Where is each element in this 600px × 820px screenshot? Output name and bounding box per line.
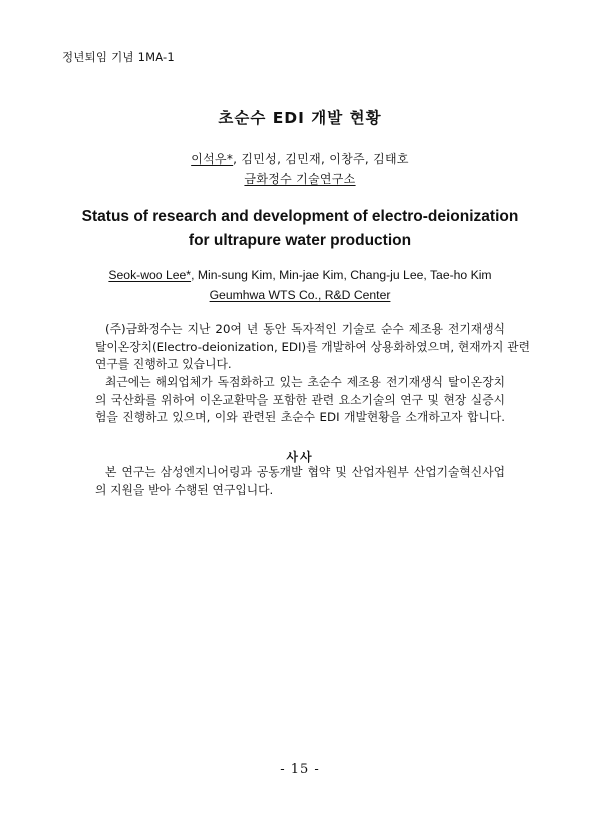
korean-lead-author: 이석우*	[191, 152, 234, 166]
english-authors	[0, 268, 600, 282]
paragraph-line: 험을 진행하고 있으며, 이와 관련된 초순수 EDI 개발현황을 소개하고자 합니다.	[95, 410, 505, 424]
korean-affiliation	[0, 170, 600, 187]
english-title-line-2: for ultrapure water production	[188, 232, 412, 249]
paragraph-line: 최근에는 해외업체가 독점화하고 있는 초순수 제조용 전기재생식 탈이온장치	[105, 375, 505, 389]
abstract-paragraph-2	[95, 374, 505, 427]
paragraph-line: 의 지원을 받아 수행된 연구입니다.	[95, 482, 274, 497]
paragraph-line: 본 연구는 삼성엔지니어링과 공동개발 협약 및 산업자원부 산업기술혁신사업	[105, 465, 505, 479]
english-coauthors: , Min-sung Kim, Min-jae Kim, Chang-ju Lee, Tae-ho Kim	[191, 268, 492, 282]
english-title	[0, 205, 600, 253]
paragraph-line: 연구를 진행하고 있습니다.	[95, 357, 232, 371]
korean-authors	[0, 150, 600, 167]
acknowledgement-heading: 사사	[286, 450, 314, 464]
paragraph-line: 의 국산화를 위하여 이온교환막을 포함한 관련 요소기술의 연구 및 현장 실증시	[95, 392, 505, 407]
english-affiliation-text: Geumhwa WTS Co., R&D Center	[209, 288, 391, 302]
english-lead-author: Seok-woo Lee*	[108, 268, 192, 282]
paragraph-line: (주)금화정수는 지난 20여 년 동안 독자적인 기술로 순수 제조용 전기재생식	[105, 322, 505, 336]
korean-coauthors: , 김민성, 김민재, 이창주, 김태호	[233, 152, 409, 166]
acknowledgement-paragraph	[95, 464, 505, 499]
header-tag: 정년퇴임 기념 1MA-1	[62, 50, 175, 64]
korean-title: 초순수 EDI 개발 현황	[218, 109, 382, 127]
korean-affiliation-text: 금화정수 기술연구소	[244, 172, 356, 186]
english-affiliation	[0, 288, 600, 302]
paragraph-line: 탈이온장치(Electro-deionization, EDI)를 개발하여 상용화하였으며, 현재까지 관련	[95, 339, 530, 354]
abstract-paragraph-1	[95, 321, 530, 374]
page-number: - 15 -	[280, 762, 320, 777]
english-title-line-1: Status of research and development of electro-deionization	[81, 208, 519, 225]
